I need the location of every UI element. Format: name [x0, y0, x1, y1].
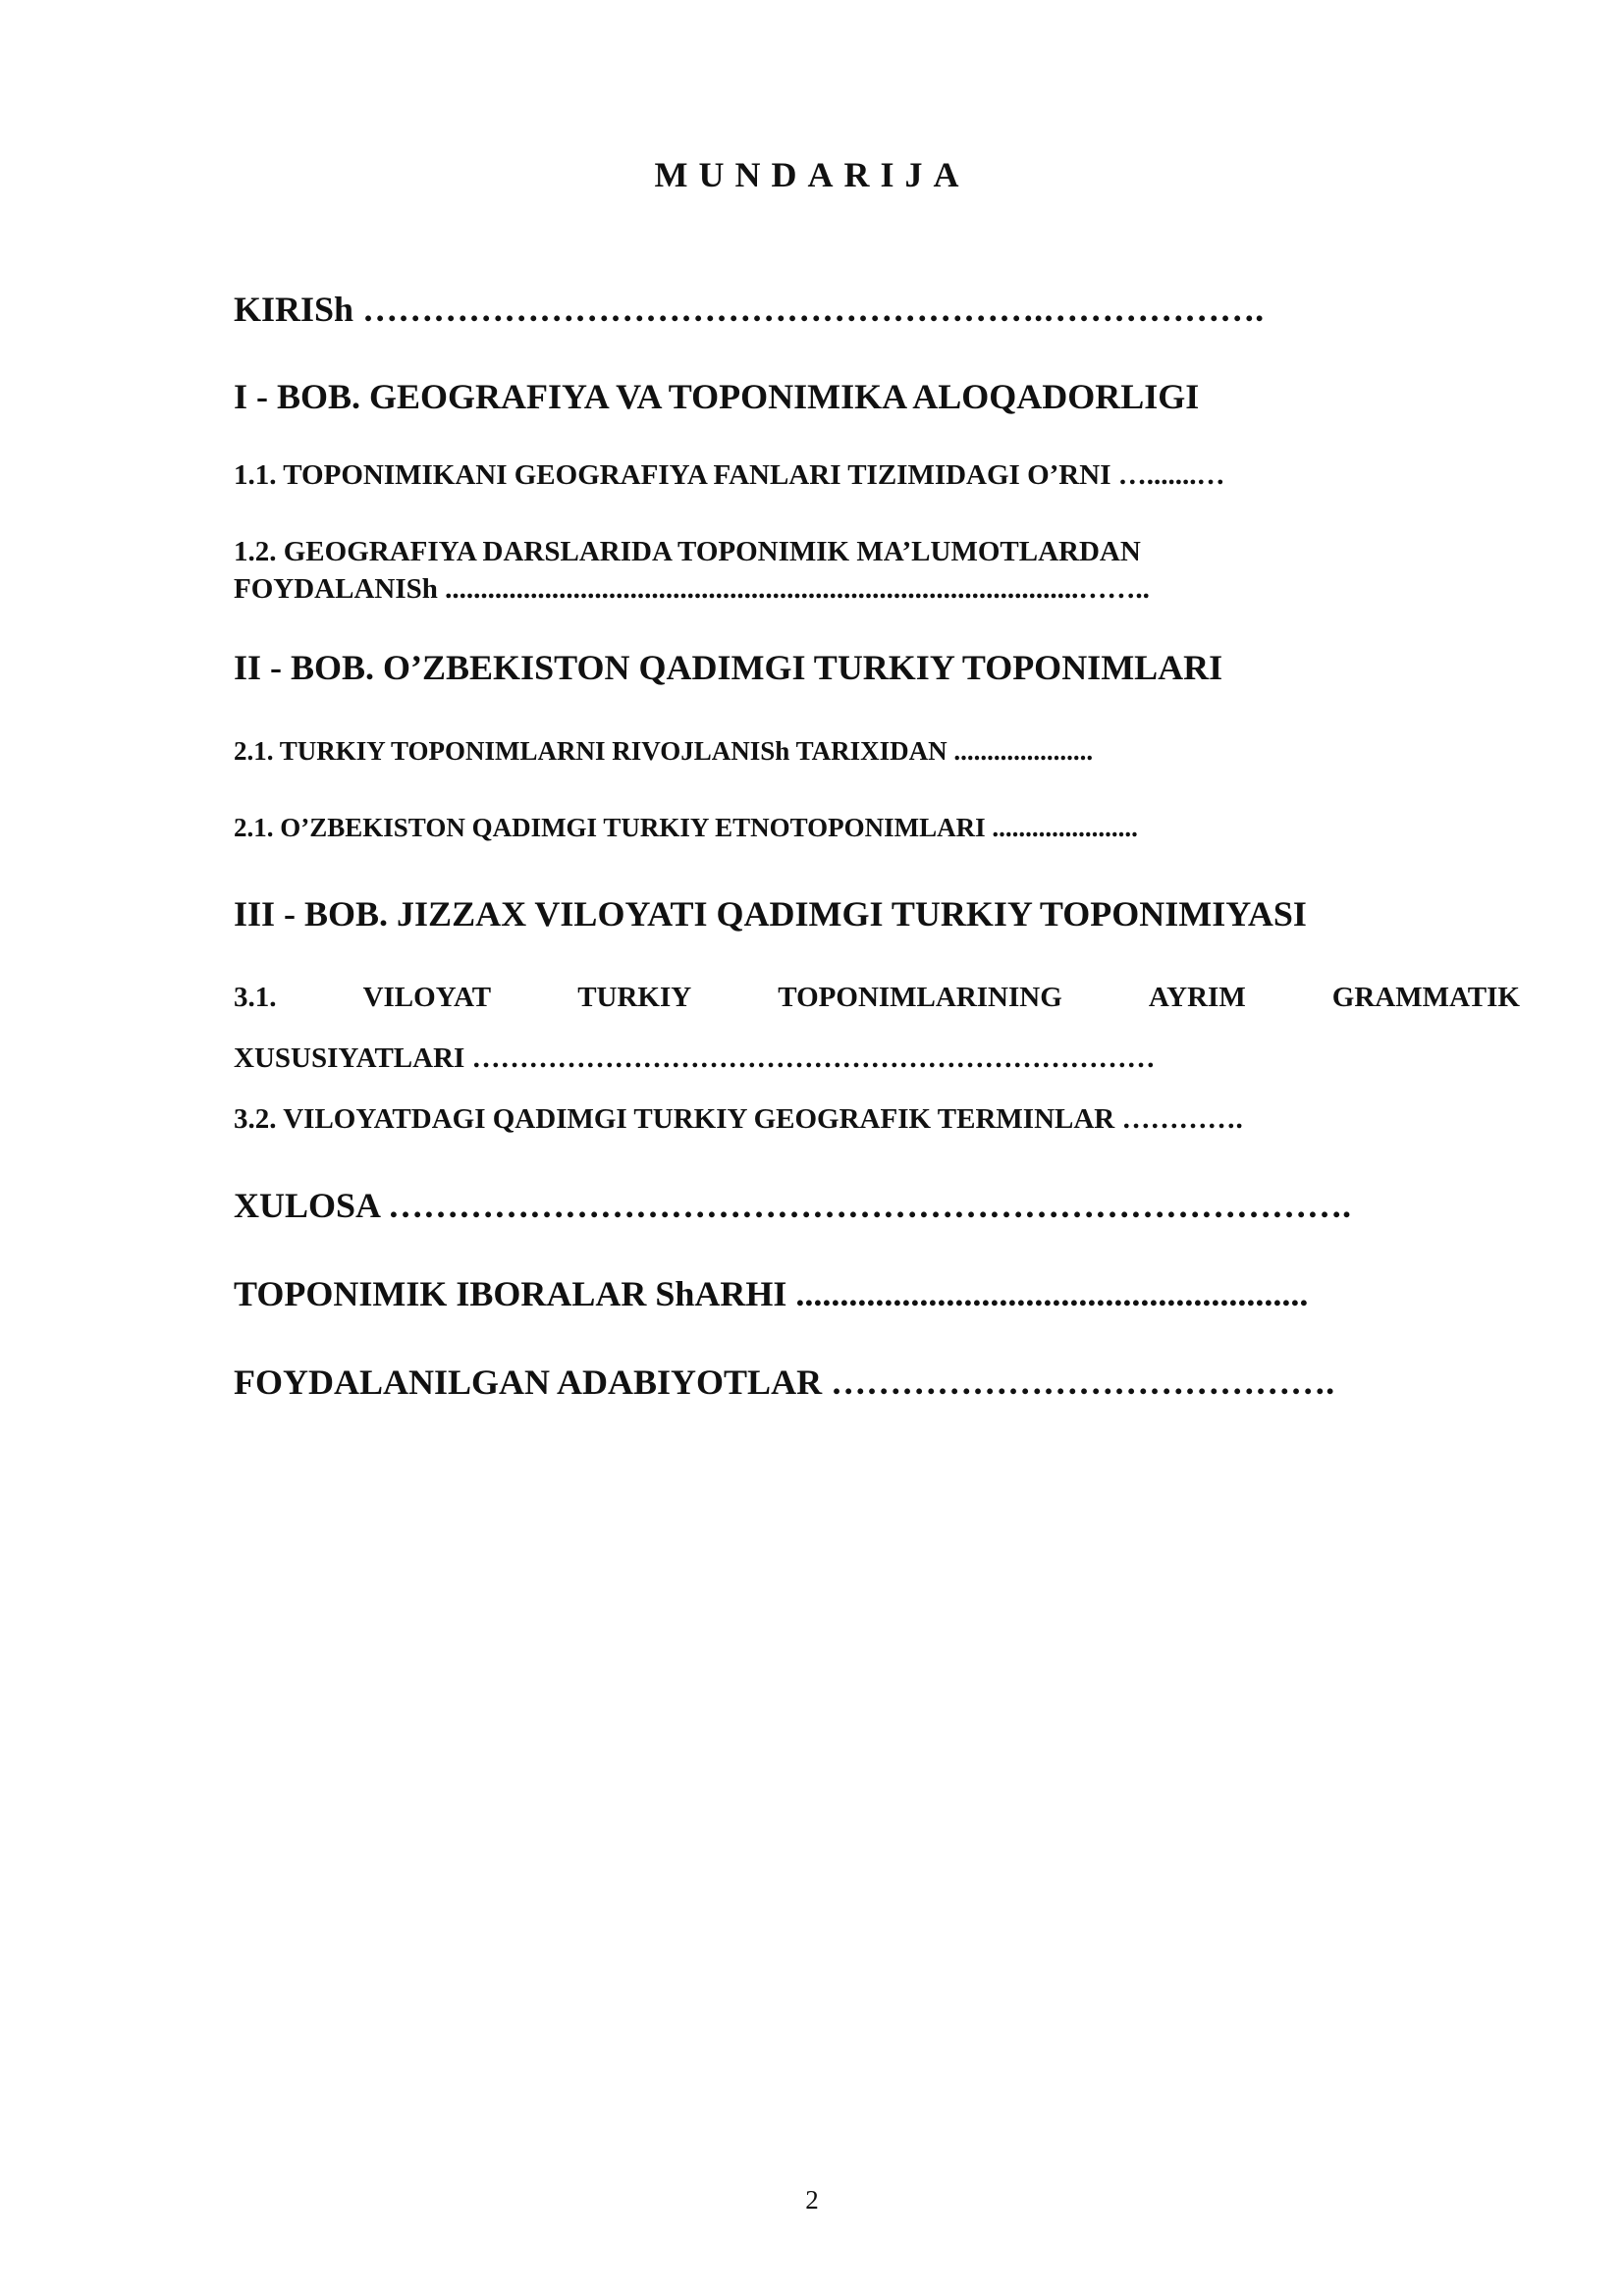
- page-title: MUNDARIJA: [654, 155, 970, 194]
- toc-word: TURKIY: [577, 982, 692, 1013]
- toc-entry-sharhi: TOPONIMIK IBORALAR ShARHI ..........................................................: [234, 1274, 1309, 1313]
- toc-chapter-2: II - BOB. O’ZBEKISTON QADIMGI TURKIY TOPONIMLARI: [234, 648, 1223, 687]
- toc-section-1-1: 1.1. TOPONIMIKANI GEOGRAFIYA FANLARI TIZIMIDAGI O’RNI ….......…: [234, 459, 1225, 491]
- toc-word: 3.1.: [234, 982, 277, 1013]
- toc-section-2-1: 2.1. TURKIY TOPONIMLARNI RIVOJLANISh TARIXIDAN .....................: [234, 736, 1094, 766]
- page-number: 2: [805, 2185, 819, 2215]
- toc-entry-adabiyotlar: FOYDALANILGAN ADABIYOTLAR …………………………………….: [234, 1362, 1335, 1402]
- toc-section-3-1-line2: XUSUSIYATLARI ………………………………………………………………: [234, 1042, 1156, 1074]
- toc-entry-kirish: KIRISh ………………………………………………….……………….: [234, 290, 1265, 329]
- toc-chapter-1: I - BOB. GEOGRAFIYA VA TOPONIMIKA ALOQADORLIGI: [234, 377, 1200, 416]
- toc-section-3-1-line1: [234, 982, 1520, 1014]
- toc-word: TOPONIMLARINING: [778, 982, 1062, 1013]
- toc-word: AYRIM: [1148, 982, 1246, 1013]
- toc-section-3-2: 3.2. VILOYATDAGI QADIMGI TURKIY GEOGRAFIK TERMINLAR ………….: [234, 1103, 1243, 1135]
- toc-word: GRAMMATIK: [1331, 982, 1520, 1013]
- toc-section-2-2: 2.1. O’ZBEKISTON QADIMGI TURKIY ETNOTOPONIMLARI ......................: [234, 813, 1138, 842]
- toc-word: VILOYAT: [362, 982, 492, 1013]
- toc-section-1-2-line2: FOYDALANISh .........................................................................................……..: [234, 573, 1150, 605]
- toc-entry-xulosa: XULOSA ……………………………………………………………………….: [234, 1186, 1352, 1225]
- toc-chapter-3: III - BOB. JIZZAX VILOYATI QADIMGI TURKIY TOPONIMIYASI: [234, 894, 1307, 934]
- toc-section-1-2-line1: 1.2. GEOGRAFIYA DARSLARIDA TOPONIMIK MA’LUMOTLARDAN: [234, 536, 1141, 567]
